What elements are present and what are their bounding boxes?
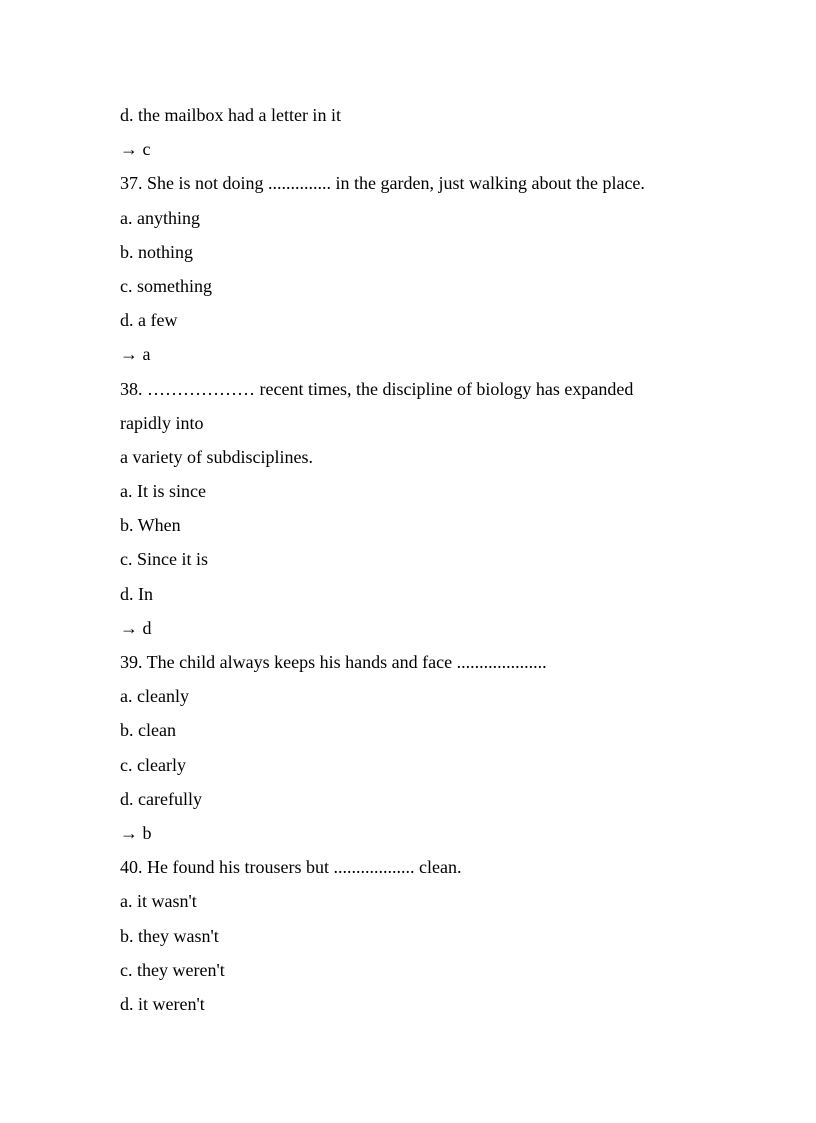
q37-option-a: a. anything (120, 207, 200, 228)
q39-option-c: c. clearly (120, 754, 186, 775)
q40-option-c: c. they weren't (120, 959, 225, 980)
q40-option-d: d. it weren't (120, 993, 205, 1014)
q38-answer: → d (120, 617, 152, 638)
q38-option-b: b. When (120, 515, 181, 536)
q38-question-line-1: 38. ……………… recent times, the discipline of biology has expanded (120, 378, 634, 399)
q39-option-d: d. carefully (120, 788, 202, 809)
q37-question: 37. She is not doing .............. in the garden, just walking about the place. (120, 173, 645, 194)
q39-option-b: b. clean (120, 720, 176, 741)
q36-answer: → c (120, 139, 151, 160)
q39-answer: → b (120, 822, 152, 843)
q38-option-a: a. It is since (120, 481, 206, 502)
q38-option-d: d. In (120, 583, 153, 604)
q38-question-line-3: a variety of subdisciplines. (120, 446, 313, 467)
q37-option-c: c. something (120, 275, 212, 296)
q38-question-line-2: rapidly into (120, 412, 204, 433)
q38-option-c: c. Since it is (120, 549, 208, 570)
q40-option-b: b. they wasn't (120, 925, 219, 946)
q39-option-a: a. cleanly (120, 686, 189, 707)
q40-option-a: a. it wasn't (120, 891, 197, 912)
q37-option-d: d. a few (120, 310, 178, 331)
q39-question: 39. The child always keeps his hands and face .................... (120, 652, 547, 672)
q36-option-d: d. the mailbox had a letter in it (120, 105, 341, 125)
q40-question: 40. He found his trousers but .................. clean. (120, 857, 462, 878)
q37-answer: → a (120, 344, 151, 365)
document-page (120, 98, 720, 1021)
q37-option-b: b. nothing (120, 241, 194, 262)
